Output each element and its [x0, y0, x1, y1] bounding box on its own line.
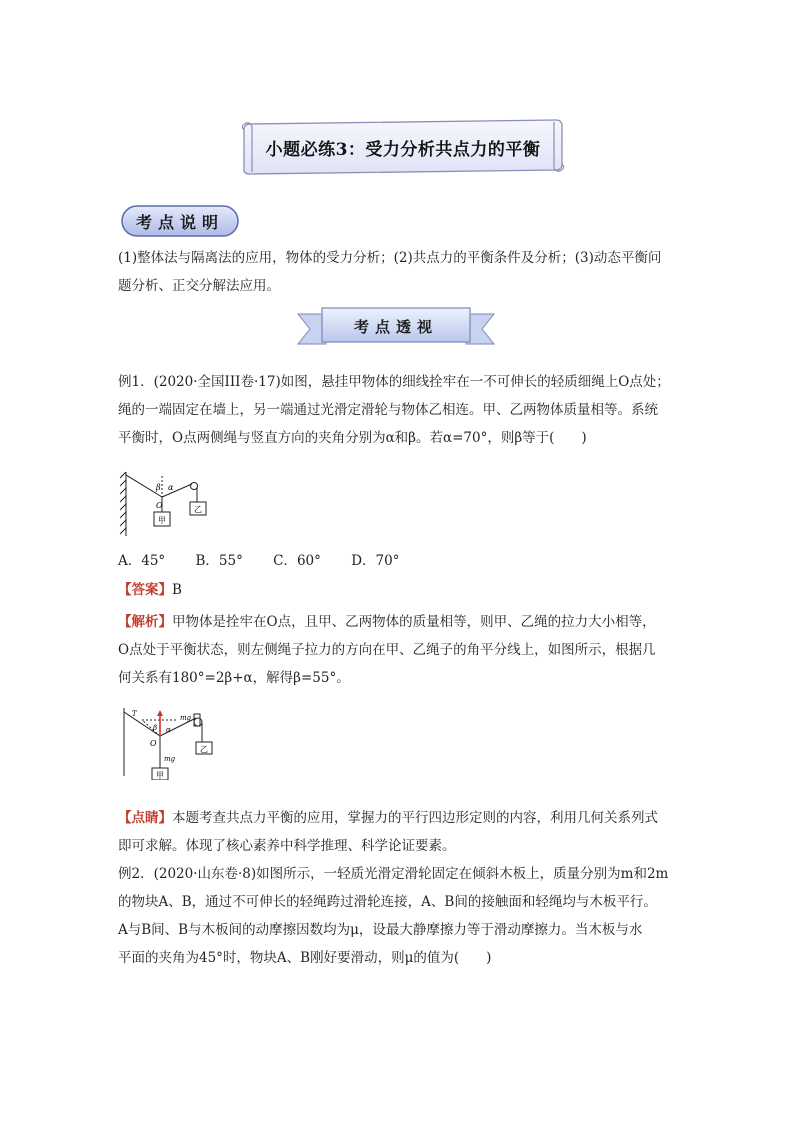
- figure2-diagram: [118, 706, 228, 780]
- question-line: 例1．(2020·全国III卷·17)如图，悬挂甲物体的细线拴牢在一不可伸长的轻质细绳上O点处；: [118, 374, 670, 390]
- question-line: 例2．(2020·山东卷·8)如图所示，一轻质光滑定滑轮固定在倾斜木板上，质量分别为m和2m: [118, 866, 669, 882]
- analysis-line: 甲物体是拴牢在O点，且甲、乙两物体的质量相等，则甲、乙绳的拉力大小相等，: [172, 614, 656, 630]
- intro-line: 题分析、正交分解法应用。: [118, 278, 280, 294]
- analysis-line: 何关系有180°=2β+α，解得β=55°。: [118, 670, 350, 686]
- comment-line: 即可求解。体现了核心素养中科学推理、科学论证要素。: [118, 838, 456, 854]
- pulley: [194, 718, 202, 726]
- pulley: [191, 483, 198, 490]
- intro-line: (1)整体法与隔离法的应用，物体的受力分析；(2)共点力的平衡条件及分析；(3)动态平衡问: [118, 250, 662, 266]
- answer-label: 【答案】: [118, 582, 172, 598]
- choice-d: D．70°: [351, 553, 400, 569]
- label-yi: 乙: [200, 745, 208, 754]
- label-beta: β: [156, 483, 161, 492]
- title-scroll-banner: [238, 118, 568, 176]
- question-line: 平衡时，O点两侧绳与竖直方向的夹角分别为α和β。若α=70°，则β等于( ): [118, 430, 587, 446]
- analysis-label: 【解析】: [118, 614, 172, 630]
- question-line: A与B间、B与木板间的动摩擦因数均为μ，设最大静摩擦力等于滑动摩擦力。当木板与水: [118, 922, 643, 938]
- label-beta: β: [153, 724, 158, 732]
- example1-comment: [118, 804, 678, 860]
- analysis-line: O点处于平衡状态，则左侧绳子拉力的方向在甲、乙绳子的角平分线上，如图所示，根据几: [118, 642, 656, 658]
- question-line: 平面的夹角为45°时，物块A、B刚好要滑动，则μ的值为( ): [118, 950, 492, 966]
- label-mg: mg: [164, 755, 176, 763]
- force-arrow-red: [157, 710, 163, 736]
- page-title: 小题必练3：受力分析共点力的平衡: [265, 139, 541, 160]
- section-ribbon-label: 考点透视: [353, 317, 438, 336]
- label-T: T: [132, 710, 137, 718]
- section-ribbon-kaodian-toushi: [296, 306, 496, 348]
- example2-question: [118, 860, 678, 972]
- question-line: 绳的一端固定在墙上，另一端通过光滑定滑轮与物体乙相连。甲、乙两物体质量相等。系统: [118, 402, 658, 418]
- label-alpha: α: [166, 726, 171, 734]
- choice-a: A．45°: [118, 553, 166, 569]
- section-badge-label: 考点说明: [135, 212, 224, 232]
- choice-b: B．55°: [195, 553, 243, 569]
- comment-line: 本题考查共点力平衡的应用，掌握力的平行四边形定则的内容，利用几何关系列式: [172, 810, 658, 826]
- example1-choices: [118, 549, 425, 569]
- example1-analysis: [118, 608, 678, 692]
- question-line: 的物块A、B，通过不可伸长的轻绳跨过滑轮连接，A、B间的接触面和轻绳均与木板平行。: [118, 894, 657, 910]
- section-badge-kaodian-shuoming: [120, 204, 240, 238]
- figure1-diagram: [118, 470, 228, 542]
- label-O: O: [150, 739, 157, 748]
- intro-paragraph: [118, 244, 678, 300]
- example1-question: [118, 368, 678, 452]
- label-yi: 乙: [194, 505, 202, 514]
- wall-hatching: [120, 472, 126, 534]
- label-mg-top: mg: [180, 714, 192, 722]
- label-jia: 甲: [156, 771, 164, 780]
- label-O: O: [156, 501, 163, 510]
- example1-answer: [118, 576, 678, 604]
- choice-c: C．60°: [273, 553, 321, 569]
- comment-label: 【点睛】: [118, 810, 172, 826]
- label-jia: 甲: [158, 516, 166, 525]
- answer-value: B: [172, 582, 182, 598]
- label-alpha: α: [168, 483, 174, 492]
- right-rope: [162, 484, 192, 497]
